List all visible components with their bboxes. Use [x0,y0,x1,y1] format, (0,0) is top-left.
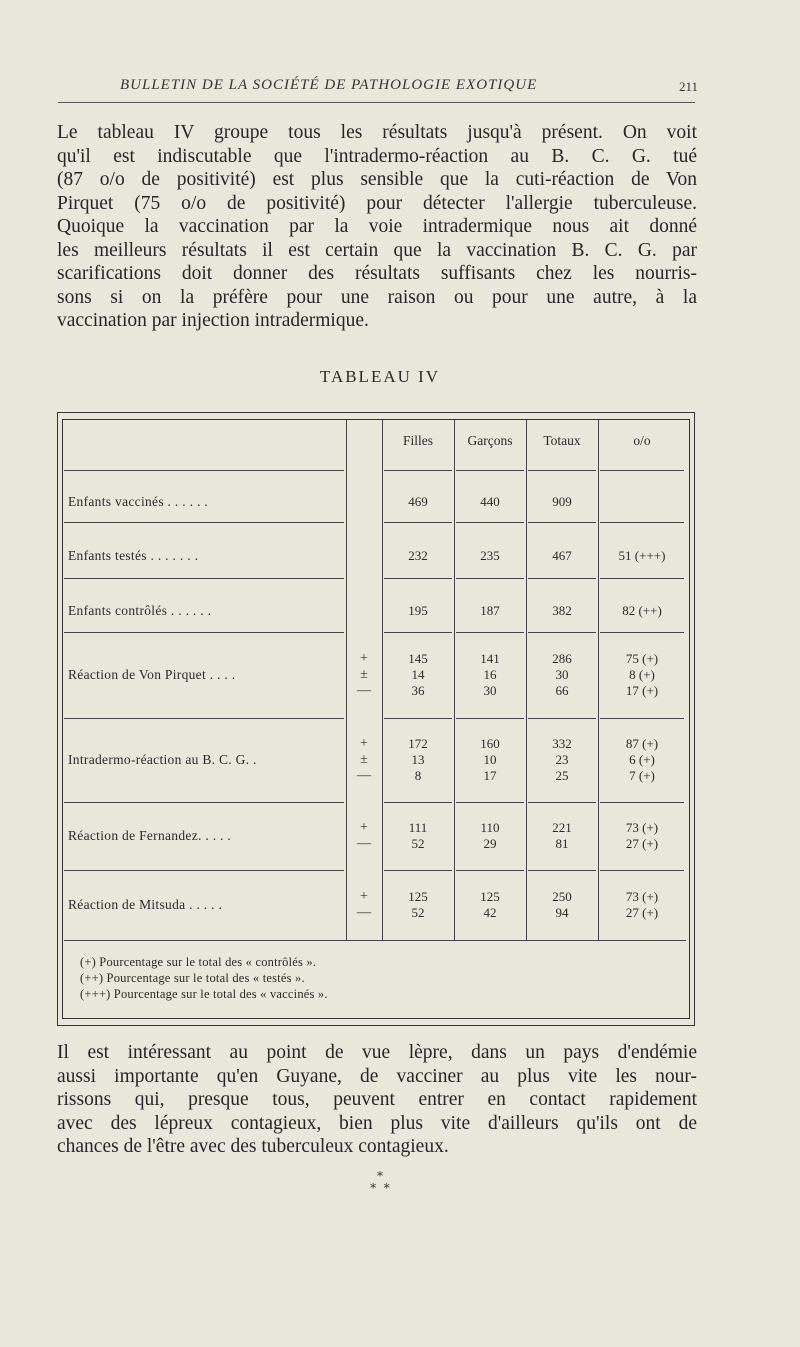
cell-filles: 36 [411,683,425,698]
row-rule [384,632,452,633]
cell-filles: 14 [411,667,425,682]
table-footnote: (+) Pourcentage sur le total des « contrôlés ». [80,955,317,969]
text-line: vaccination par injection intradermique. [57,310,369,331]
row-rule [64,802,344,803]
ornament-top-star: * [377,1169,383,1183]
cell-garcons: 235 [480,548,500,563]
cell-filles: 125 [408,889,428,904]
cell-filles: 232 [408,548,428,563]
row-label: Réaction de Von Pirquet . . . . [68,667,236,682]
text-line: Quoique la vaccination par la voie intradermique nous ait donné [57,216,697,237]
row-rule [600,632,684,633]
row-rule [456,718,524,719]
table-footnote: (+++) Pourcentage sur le total des « vaccinés ». [80,987,328,1001]
row-rule [456,802,524,803]
cell-totaux: 382 [552,603,572,618]
cell-garcons: 125 [480,889,500,904]
cell-totaux: 250 [552,889,572,904]
cell-garcons: 29 [483,836,497,851]
row-rule [384,870,452,871]
row-label: Réaction de Mitsuda . . . . . [68,897,223,912]
text-line: les meilleurs résultats il est certain que la vaccination B. C. G. par [57,239,697,261]
cell-filles: 469 [408,494,428,509]
row-rule [528,470,596,471]
cell-pct: 51 (+++) [618,548,666,563]
reaction-sign: ± [360,667,368,682]
row-label: Intradermo-réaction au B. C. G. . [68,752,257,767]
cell-totaux: 66 [555,683,569,698]
header-rule [58,102,695,103]
text-line: Pirquet (75 o/o de positivité) pour détecter l'allergie tuberculeuse. [57,192,697,214]
cell-garcons: 440 [480,494,500,509]
row-rule [600,870,684,871]
row-label: Réaction de Fernandez. . . . . [68,828,232,843]
row-rule [384,470,452,471]
row-rule [528,632,596,633]
row-rule [456,470,524,471]
ornament-bottom-stars: * * [370,1181,390,1195]
column-header-filles: Filles [402,433,433,448]
cell-garcons: 17 [483,768,497,783]
row-rule [384,578,452,579]
cell-garcons: 42 [483,905,497,920]
cell-filles: 13 [411,752,425,767]
text-line: chances de l'être avec des tuberculeux contagieux. [57,1136,449,1157]
cell-totaux: 30 [555,667,569,682]
table-footnote: (++) Pourcentage sur le total des « testés ». [80,971,305,985]
row-rule [384,802,452,803]
cell-pct: 27 (+) [625,836,659,851]
cell-pct: 73 (+) [625,889,659,904]
row-rule [456,632,524,633]
table-caption: TABLEAU IV [319,367,441,386]
cell-totaux: 81 [555,836,569,851]
running-head [60,75,700,99]
cell-filles: 111 [408,820,428,835]
cell-garcons: 10 [483,752,497,767]
paragraph-conclusion [57,1041,697,1159]
row-rule [64,718,344,719]
cell-pct: 87 (+) [625,736,659,751]
row-label: Enfants testés . . . . . . . [68,548,199,563]
cell-filles: 52 [411,905,425,920]
cell-pct: 82 (++) [622,603,662,618]
reaction-sign: + [360,651,368,666]
reaction-sign: — [357,905,371,920]
row-rule [600,802,684,803]
cell-pct: 6 (+) [629,752,655,767]
row-rule [456,870,524,871]
cell-filles: 172 [408,736,428,751]
text-line: (87 o/o de positivité) est plus sensible que la cuti-réaction de Von [57,169,697,190]
page-number: 211 [678,79,698,94]
cell-totaux: 94 [555,905,569,920]
cell-pct: 73 (+) [625,820,659,835]
row-rule [456,578,524,579]
row-rule [64,940,686,941]
row-rule [64,522,344,523]
row-rule [384,522,452,523]
row-rule [600,522,684,523]
column-header-pct: o/o [633,433,651,448]
cell-pct: 27 (+) [625,905,659,920]
cell-filles: 195 [408,603,428,618]
cell-totaux: 332 [552,736,572,751]
cell-garcons: 30 [483,683,497,698]
running-title: BULLETIN DE LA SOCIÉTÉ DE PATHOLOGIE EXOTIQUE [120,77,538,93]
text-line: qu'il est indiscutable que l'intradermo-réaction au B. C. G. tué [57,145,697,167]
text-line: avec des lépreux contagieux, bien plus vite d'ailleurs qu'ils ont de [57,1112,697,1134]
row-rule [64,578,344,579]
cell-pct: 75 (+) [625,651,659,666]
row-rule [64,470,344,471]
row-rule [528,718,596,719]
row-rule [528,522,596,523]
cell-garcons: 160 [480,736,500,751]
text-line: Le tableau IV groupe tous les résultats jusqu'à présent. On voit [57,122,697,143]
row-rule [600,470,684,471]
text-line: scarifications doit donner des résultats suffisants chez les nourris- [57,263,697,284]
cell-filles: 145 [408,651,428,666]
cell-totaux: 25 [555,768,569,783]
row-rule [456,522,524,523]
paragraph-intro [57,121,697,333]
cell-totaux: 909 [552,494,572,509]
cell-totaux: 467 [552,548,572,563]
row-rule [528,578,596,579]
cell-totaux: 23 [555,752,569,767]
reaction-sign: + [360,736,368,751]
reaction-sign: — [357,836,371,851]
cell-filles: 52 [411,836,425,851]
row-label: Enfants vaccinés . . . . . . [68,494,208,509]
text-line: sons si on la préfère pour une raison ou pour une autre, à la [57,286,697,308]
cell-garcons: 110 [480,820,500,835]
cell-totaux: 221 [552,820,572,835]
text-line: rissons qui, presque tous, peuvent entrer en contact rapidement [57,1089,697,1110]
cell-totaux: 286 [552,651,572,666]
row-rule [384,718,452,719]
column-header-totaux: Totaux [543,433,581,448]
cell-garcons: 16 [483,667,497,682]
row-rule [528,870,596,871]
cell-pct: 17 (+) [625,683,659,698]
cell-filles: 8 [414,768,422,783]
text-line: aussi importante qu'en Guyane, de vacciner au plus vite les nour- [57,1065,697,1087]
row-rule [528,802,596,803]
reaction-sign: + [360,820,368,835]
reaction-sign: — [357,683,371,698]
row-rule [64,870,344,871]
row-rule [600,718,684,719]
cell-pct: 7 (+) [629,768,655,783]
column-header-garcons: Garçons [467,433,513,448]
reaction-sign: + [360,889,368,904]
text-line: Il est intéressant au point de vue lèpre, dans un pays d'endémie [57,1042,697,1063]
reaction-sign: ± [360,752,368,767]
cell-pct: 8 (+) [629,667,655,682]
cell-garcons: 187 [480,603,500,618]
row-rule [64,632,344,633]
cell-garcons: 141 [480,651,500,666]
reaction-sign: — [357,768,371,783]
row-label: Enfants contrôlés . . . . . . [68,603,212,618]
row-rule [600,578,684,579]
section-ornament [360,1170,400,1194]
